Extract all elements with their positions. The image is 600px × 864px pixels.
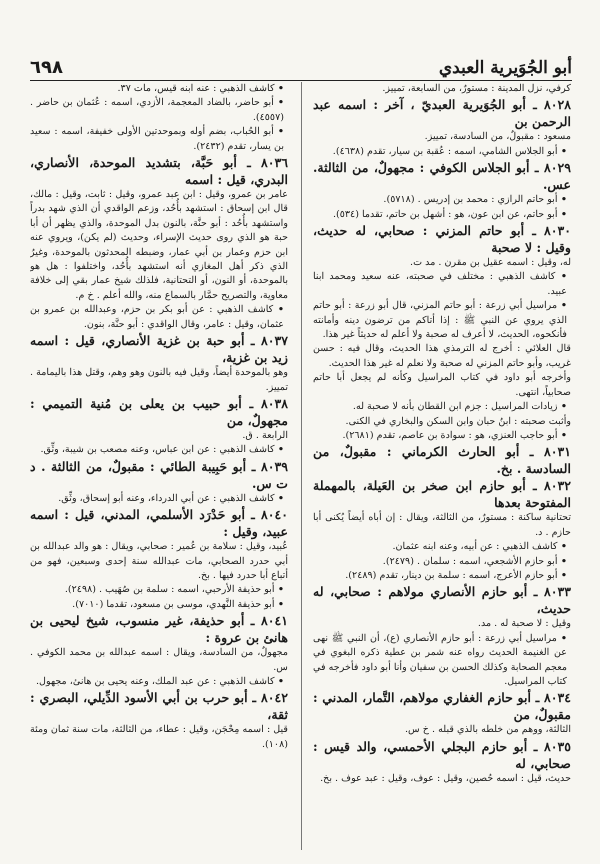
body-line: مجهولٌ، من السادسة، ويقال : اسمه عبدالله بن محمد الكوفي . س. (30, 647, 288, 673)
entry-heading: ٨٠٤١ ـ أبو حذيفة، غير منسوب، شيخ ليحيى بن هانئ بن عروة : (30, 613, 288, 646)
note-line: • كاشف الذهبي : عن أبيه، وعنه ابنه عثمان. (313, 540, 571, 554)
entry-heading: ٨٠٣٦ ـ أبو حَبَّة، بتشديد الموحدة، الأنصاري، البدري، قيل : اسمه (30, 155, 288, 188)
entry-heading: ٨٠٣٧ ـ أبو حبة بن غزية الأنصاري، قيل : اسمه زيد بن غزية، (30, 333, 288, 366)
note-line: • كاشف الذهبي : عن ابن عباس، وعنه مصعب بن شيبة، وثِّق. (30, 443, 288, 457)
body-line: كرفي، نزل المدينة : مستورٌ، من السابعة، تمييز. (382, 83, 571, 94)
note-line: • أبو حازم الأعرج، اسمه : سلمة بن دينار، تقدم (٢٤٨٩). (313, 569, 571, 583)
body-line: عامر بن عمرو، وقيل : ابن عبد عمرو، وقيل : ثابت، وقيل : مالك، قال ابن إسحاق : استشهد بأُحُد، وزعم الواقدي أن الذي شهد بدراً واستشهد بأُحُد : أبو حنَّة، بالنون بدل الموحدة، والذي يظهر أن أبا حبة هو الذي روى حديث الإسراء، وحديث (لم يكن)، ويروي عنه ابن حزم وعمار بن أبي عمار، وضبطه المحدثون بالموحدة، وغيرُ الذي ذكر أهل المغازي أنه استشهد بأُحُد، واختلفوا : هل هو بالموحدة، أو النون، أو التحتانية، فلذلك شيخ عمار بقي إلى خلافة معاوية، والتصريح حمَّار بالسماع منه، والله أعلم . خ م. (30, 189, 288, 301)
entry-heading: ٨٠٣٨ ـ أبو حبيب بن يعلى بن مُنية التميمي : مجهولٌ، من (30, 395, 288, 428)
page-title: أبو الجُوَيرية العبدي (438, 58, 572, 78)
body-line: الثالثة، ووهم من خلطه بالذي قبله . خ س. (405, 724, 571, 736)
body-line: الرابعة . ق. (242, 429, 288, 441)
entry-heading: ٨٠٣٩ ـ أبو حَبِيبة الطائي : مقبولٌ، من الثالثة . د ت س. (30, 458, 288, 491)
note-line: • أبو حازم الأشجعي، اسمه : سلمان . (٢٤٧٩). (313, 555, 571, 569)
body-line: وأخرجه أبو داود في كتاب المراسيل وكأنه لم يجعل أبا حاتم صحابياً، انتهى. (313, 372, 571, 398)
body-line: وأثبت صحبته : ابنُ حبان وابن السكن والبخاري في الكنى. (345, 415, 571, 427)
entry-heading: ٨٠٤٠ ـ أبو حَدْرَد الأسلمي، المدني، قيل : اسمه عبيد، وقيل : (30, 507, 288, 540)
column-divider (301, 82, 302, 850)
note-line: • كاشف الذهبي : مختلف في صحبته، عنه سعيد ومحمد ابنا عبيد. (313, 270, 571, 299)
note-line: • أبو الحُباب، بضم أوله وبموحدتين الأولى خفيفة، اسمه : سعيد بن يسار، تقدم (٢٤٣٢). (30, 125, 288, 154)
note-line: • أبو حذيفة الأرحبي، اسمه : سلمة بن صُهَيب . (٢٤٩٨). (30, 583, 288, 597)
body-line: عُبيد، وقيل : سلامة بن عُمير : صحابي، ويقال : هو والد عبدالله بن أبي حدرد الصحابي، مات عبدالله سنة إحدى وسبعين، فهو من أتباع أبا حدرد فيها . بخ. (30, 541, 288, 581)
right-column (313, 82, 571, 852)
note-line: • كاشف الذهبي : عن عبد الملك، وعنه يحيى بن هانئ، مجهول. (30, 675, 288, 689)
note-line: • أبو حاجب العنزي، هو : سوادة بن عاصم، تقدم (٢٦٨١). (313, 429, 571, 443)
note-line: • كاشف الذهبي : عن أبي الدرداء، وعنه أبو إسحاق، وثِّق. (30, 492, 288, 506)
note-line: • كاشف الذهبي : عن أبو بكر بن حزم، وعبدالله بن عمرو بن عثمان، وقيل : عامر، وقال الواقدي : أبو حنَّة، بنون. (30, 303, 288, 332)
body-line: مسعود : مقبولٌ، من السادسة، تمييز. (424, 131, 571, 143)
entry-heading: ٨٠٣٥ ـ أبو حازم البجلي الأحمسي، والد قيس : صحابي، له (313, 738, 571, 771)
note-line: • كاشف الذهبي : عنه ابنه قيس، مات ٣٧. (30, 82, 288, 96)
note-line: • أبو حاتم، عن ابن عون، هو : أشهل بن حاتم، تقدما (٥٣٤). (313, 208, 571, 222)
body-line: حديث، قيل : اسمه حُصين، وقيل : عوف، وقيل : عبد عوف . بخ. (320, 772, 571, 784)
entry-heading: ٨٠٢٨ ـ أبو الجُوَيرية العبديّ ، آخر : اسمه عبد الرحمن بن (313, 97, 571, 130)
page-header (30, 50, 572, 81)
body-line: تحتانية ساكنة : مستورٌ، من الثالثة، ويقال : إن أباه أيضاً يُكنى أبا حازم . د. (313, 512, 571, 538)
note-line: • أبو حاضر، بالضاد المعجمة، الأزدي، اسمه : عُثمان بن حاضر . (٤٥٥٧). (30, 96, 288, 125)
entry-heading: ٨٠٣٣ ـ أبو حازم الأنصاري مولاهم : صحابي، له حديث، (313, 584, 571, 617)
note-line: • أبو الجلاس الشامي، اسمه : عُقبة بن سيار، تقدم (٤٦٣٨). (313, 145, 571, 159)
entry-heading: ٨٠٢٩ ـ أبو الجلاس الكوفي : مجهولٌ، من الثالثة. عس. (313, 160, 571, 193)
note-line: • أبو حذيفة النَّهدي، موسى بن مسعود، تقدما (٧٠١٠). (30, 598, 288, 612)
note-line: • مراسيل أبي زرعة : أبو حازم الأنصاري (ع)، أن النبي ﷺ نهى عن الغنيمة الحديث رواه عنه شمر بن عطية ذكره البغوي في معجم الصحابة وكذلك الحسن بن سفيان وأنا أبو داود فأخرجه في كتاب المراسيل. (313, 632, 571, 690)
entry-heading: ٨٠٣٠ ـ أبو حاتم المزني : صحابي، له حديث، وقيل : لا صحبة (313, 223, 571, 256)
left-column (30, 82, 288, 852)
body-line: له، وقيل : اسمه عقيل بن مقرن . مد ت. (410, 257, 571, 269)
body-line: وهو بالموحدة أيضاً، وقيل فيه بالنون وهو وهم، وقتل هذا باليمامة . تمييز. (30, 367, 288, 393)
body-line: وقيل : لا صحبة له . مد. (477, 618, 571, 630)
note-line: • أبو حاتم الرازي : محمد بن إدريس . (٥٧١٨). (313, 193, 571, 207)
body-line: قيل : اسمه مِحْجَن، وقيل : عطاء، من الثالثة، مات سنة ثمان ومئة (١٠٨). (30, 724, 288, 750)
entry-heading: ٨٠٤٢ ـ أبو حرب بن أبي الأسود الدِّيلي، البصري : ثقة، (30, 690, 288, 723)
entry-heading: ٨٠٣٢ ـ أبو حازم ابن صخر بن العَيلة، بالمهملة المفتوحة بعدها (313, 478, 571, 511)
note-line: • زيادات المراسيل : جزم ابن القطان بأنه لا صحبة له. (313, 400, 571, 414)
entry-heading: ٨٠٣١ ـ أبو الحارث الكرماني : مقبولٌ، من السادسة . بخ. (313, 444, 571, 477)
entry-heading: ٨٠٣٤ ـ أبو حازم الغفاري مولاهم، التَّمار، المدني : مقبولٌ، من (313, 690, 571, 723)
page-number: ٦٩٨ (30, 57, 63, 78)
body-line: قال العلائي : أخرج له الترمذي هذا الحديث، وقال فيه : حسن غريب، وأبو حاتم المزني له صحبة ولا نعلم له غير هذا الحديث. (313, 343, 571, 369)
note-line: • مراسيل أبي زرعة : أبو حاتم المزني، قال أبو زرعة : أبو حاتم الذي يروي عن النبي ﷺ : إذا أتاكم من ترضون دينه وأمانته فأنكحوه، الحديث، لا أعرف له صحبة ولا أعلم له حديثاً غير هذا. (313, 299, 571, 342)
